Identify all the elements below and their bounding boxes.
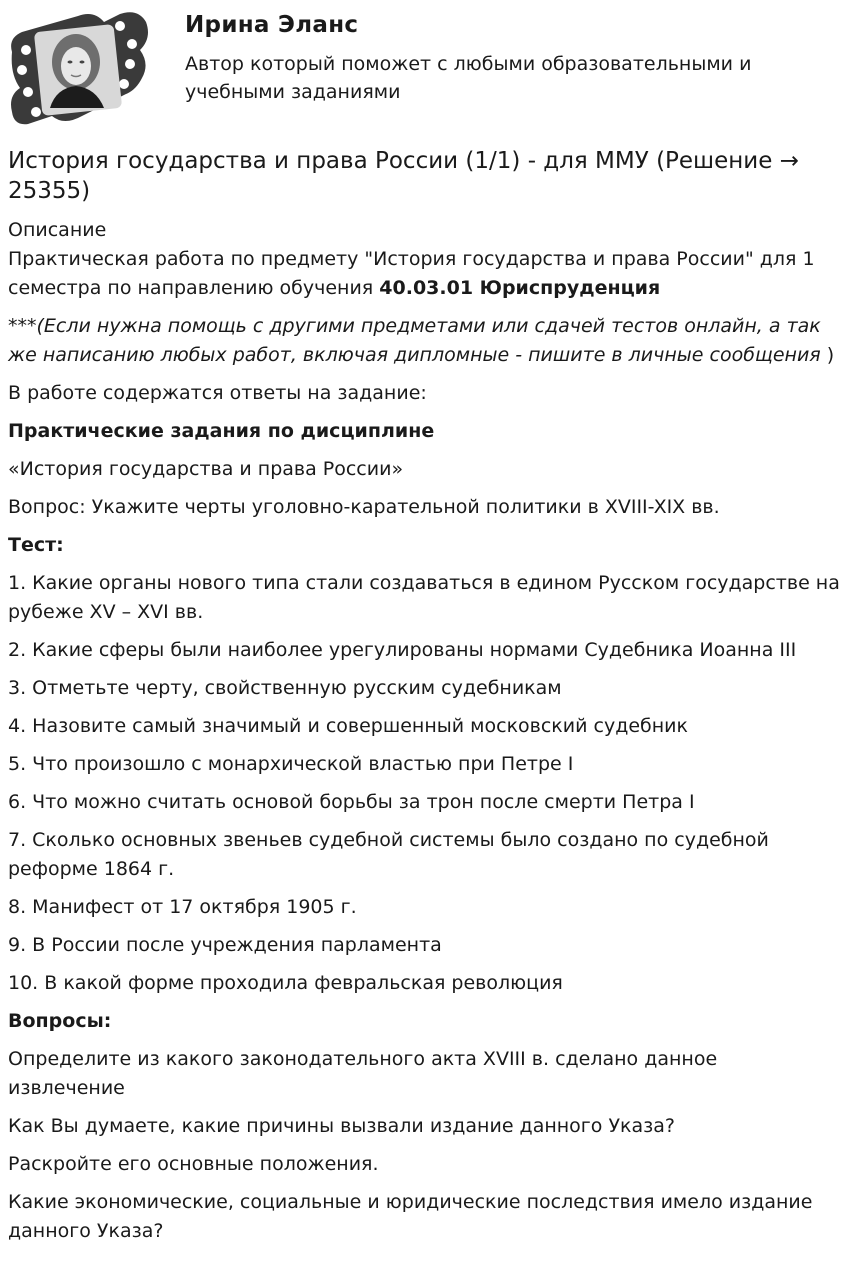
test-item: 2. Какие сферы были наиболее урегулированы нормами Судебника Иоанна III — [8, 639, 797, 661]
test-item: 4. Назовите самый значимый и совершенный московский судебник — [8, 715, 689, 737]
test-heading: Тест: — [8, 534, 64, 556]
author-name[interactable]: Ирина Эланс — [185, 12, 359, 38]
note-end: ) — [820, 344, 835, 366]
page-title: История государства и права России (1/1) - для ММУ (Решение → 25355) — [8, 148, 799, 204]
question-item: Как Вы думаете, какие причины вызвали издание данного Указа? — [8, 1115, 675, 1137]
question-item: Раскройте его основные положения. — [8, 1153, 379, 1175]
questions-heading: Вопросы: — [8, 1010, 112, 1032]
test-item: 8. Манифест от 17 октября 1905 г. — [8, 896, 357, 918]
discipline-name: «История государства и права России» — [8, 458, 404, 480]
avatar-image — [8, 8, 150, 126]
test-item: 5. Что произошло с монархической властью при Петре I — [8, 753, 574, 775]
description-label: Описание — [8, 219, 107, 241]
practical-heading: Практические задания по дисциплине — [8, 420, 435, 442]
author-header — [0, 0, 847, 130]
test-item: 6. Что можно считать основой борьбы за трон после смерти Петра I — [8, 791, 695, 813]
question-item: Какие экономические, социальные и юридические последствия имело издание данного Указа? — [8, 1191, 813, 1242]
note-text: (Если нужна помощь с другими предметами или сдачей тестов онлайн, а так же написанию любых работ, включая дипломные - пишите в личные сообщения — [8, 315, 821, 366]
test-item: 7. Сколько основных звеньев судебной системы было создано по судебной реформе 1864 г. — [8, 829, 769, 880]
test-item: 1. Какие органы нового типа стали создаваться в едином Русском государстве на рубеже XV – XVI вв. — [8, 572, 840, 623]
intro-text: Практическая работа по предмету "История государства и права России" для 1 семестра по направлению обучения — [8, 248, 815, 299]
question-item: Определите из какого законодательного акта XVIII в. сделано данное извлечение — [8, 1048, 718, 1099]
author-description: Автор который поможет с любыми образовательными и учебными заданиями — [185, 53, 752, 103]
note-paragraph — [8, 312, 840, 370]
note-stars: *** — [8, 315, 37, 337]
test-item: 3. Отметьте черту, свойственную русским судебникам — [8, 677, 562, 699]
intro-paragraph — [8, 245, 840, 303]
work-content — [8, 146, 840, 1255]
avatar[interactable] — [8, 8, 150, 126]
main-question: Вопрос: Укажите черты уголовно-карательной политики в XVIII-XIX вв. — [8, 496, 720, 518]
specialty-code: 40.03.01 Юриспруденция — [379, 277, 661, 299]
test-item: 10. В какой форме проходила февральская революция — [8, 972, 563, 994]
contains-text: В работе содержатся ответы на задание: — [8, 382, 427, 404]
test-item: 9. В России после учреждения парламента — [8, 934, 442, 956]
